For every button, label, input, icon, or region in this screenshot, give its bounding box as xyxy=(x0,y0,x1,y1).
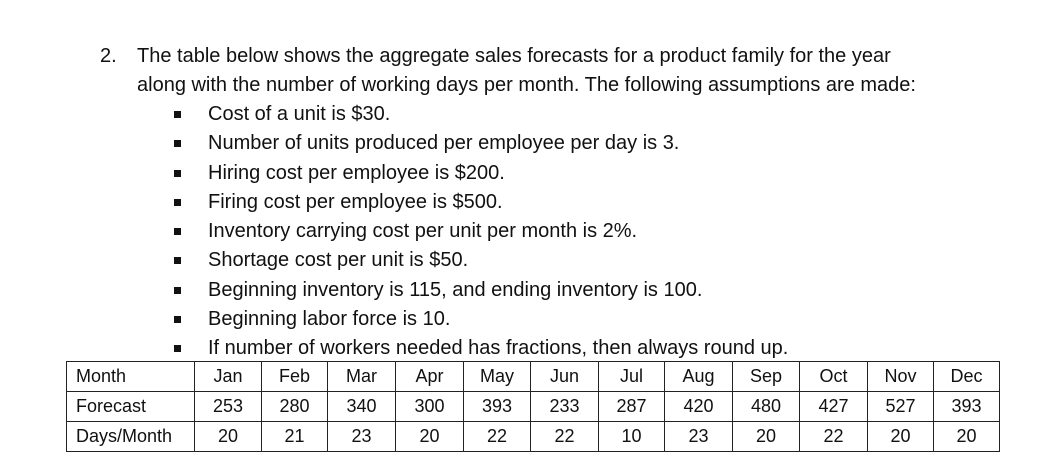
assumptions-list xyxy=(100,100,1040,364)
assumption-item xyxy=(173,334,1040,363)
square-bullet-icon xyxy=(174,199,181,206)
square-bullet-icon xyxy=(174,111,181,118)
assumption-item xyxy=(173,246,1040,275)
month-cell: Oct xyxy=(800,362,868,392)
month-cell: Dec xyxy=(934,362,1000,392)
assumption-text: Hiring cost per employee is $200. xyxy=(208,161,505,184)
assumption-item xyxy=(173,100,1040,129)
forecast-cell: 527 xyxy=(868,392,934,422)
square-bullet-icon xyxy=(174,140,181,147)
forecast-table xyxy=(66,361,1000,452)
month-cell: Jul xyxy=(599,362,665,392)
assumption-item xyxy=(173,188,1040,217)
square-bullet-icon xyxy=(174,228,181,235)
days-cell: 20 xyxy=(733,422,800,452)
assumption-item xyxy=(173,159,1040,188)
forecast-cell: 480 xyxy=(733,392,800,422)
days-cell: 20 xyxy=(396,422,464,452)
forecast-cell: 393 xyxy=(934,392,1000,422)
problem-text-line-2: along with the number of working days per month. The following assumptions are made: xyxy=(137,74,916,96)
month-cell: Jan xyxy=(195,362,262,392)
month-cell: Nov xyxy=(868,362,934,392)
square-bullet-icon xyxy=(174,170,181,177)
assumption-item xyxy=(173,217,1040,246)
assumption-text: Number of units produced per employee per day is 3. xyxy=(208,132,680,155)
month-cell: Sep xyxy=(733,362,800,392)
days-cell: 23 xyxy=(665,422,733,452)
forecast-cell: 233 xyxy=(531,392,599,422)
month-cell: Feb xyxy=(262,362,328,392)
assumption-text: Inventory carrying cost per unit per month is 2%. xyxy=(208,220,638,243)
assumption-text: Beginning labor force is 10. xyxy=(208,308,451,331)
square-bullet-icon xyxy=(174,316,181,323)
table-row-days xyxy=(67,422,1000,452)
forecast-cell: 340 xyxy=(328,392,396,422)
days-cell: 20 xyxy=(934,422,1000,452)
problem-statement xyxy=(100,42,1040,364)
table-row-month xyxy=(67,362,1000,392)
days-cell: 23 xyxy=(328,422,396,452)
assumption-text: Shortage cost per unit is $50. xyxy=(208,249,469,272)
assumption-text: Beginning inventory is 115, and ending inventory is 100. xyxy=(208,278,703,301)
forecast-cell: 393 xyxy=(464,392,531,422)
days-cell: 21 xyxy=(262,422,328,452)
forecast-cell: 300 xyxy=(396,392,464,422)
forecast-cell: 280 xyxy=(262,392,328,422)
assumption-item xyxy=(173,129,1040,158)
forecast-cell: 420 xyxy=(665,392,733,422)
square-bullet-icon xyxy=(174,257,181,264)
row-header-month: Month xyxy=(67,362,195,392)
problem-number: 2. xyxy=(100,45,117,67)
forecast-cell: 287 xyxy=(599,392,665,422)
square-bullet-icon xyxy=(174,345,181,352)
row-header-days: Days/Month xyxy=(67,422,195,452)
forecast-cell: 253 xyxy=(195,392,262,422)
days-cell: 20 xyxy=(195,422,262,452)
table-row-forecast xyxy=(67,392,1000,422)
days-cell: 22 xyxy=(800,422,868,452)
row-header-forecast: Forecast xyxy=(67,392,195,422)
problem-text-line-1: The table below shows the aggregate sales forecasts for a product family for the year xyxy=(137,45,891,67)
month-cell: Mar xyxy=(328,362,396,392)
days-cell: 22 xyxy=(464,422,531,452)
month-cell: Aug xyxy=(665,362,733,392)
month-cell: Apr xyxy=(396,362,464,392)
month-cell: Jun xyxy=(531,362,599,392)
assumption-text: If number of workers needed has fractions, then always round up. xyxy=(208,337,789,360)
forecast-cell: 427 xyxy=(800,392,868,422)
problem-line-1 xyxy=(100,42,1040,71)
days-cell: 22 xyxy=(531,422,599,452)
assumption-text: Cost of a unit is $30. xyxy=(208,103,391,125)
month-cell: May xyxy=(464,362,531,392)
days-cell: 10 xyxy=(599,422,665,452)
assumption-item xyxy=(173,305,1040,334)
days-cell: 20 xyxy=(868,422,934,452)
assumption-text: Firing cost per employee is $500. xyxy=(208,190,503,213)
square-bullet-icon xyxy=(174,287,181,294)
assumption-item xyxy=(173,276,1040,305)
